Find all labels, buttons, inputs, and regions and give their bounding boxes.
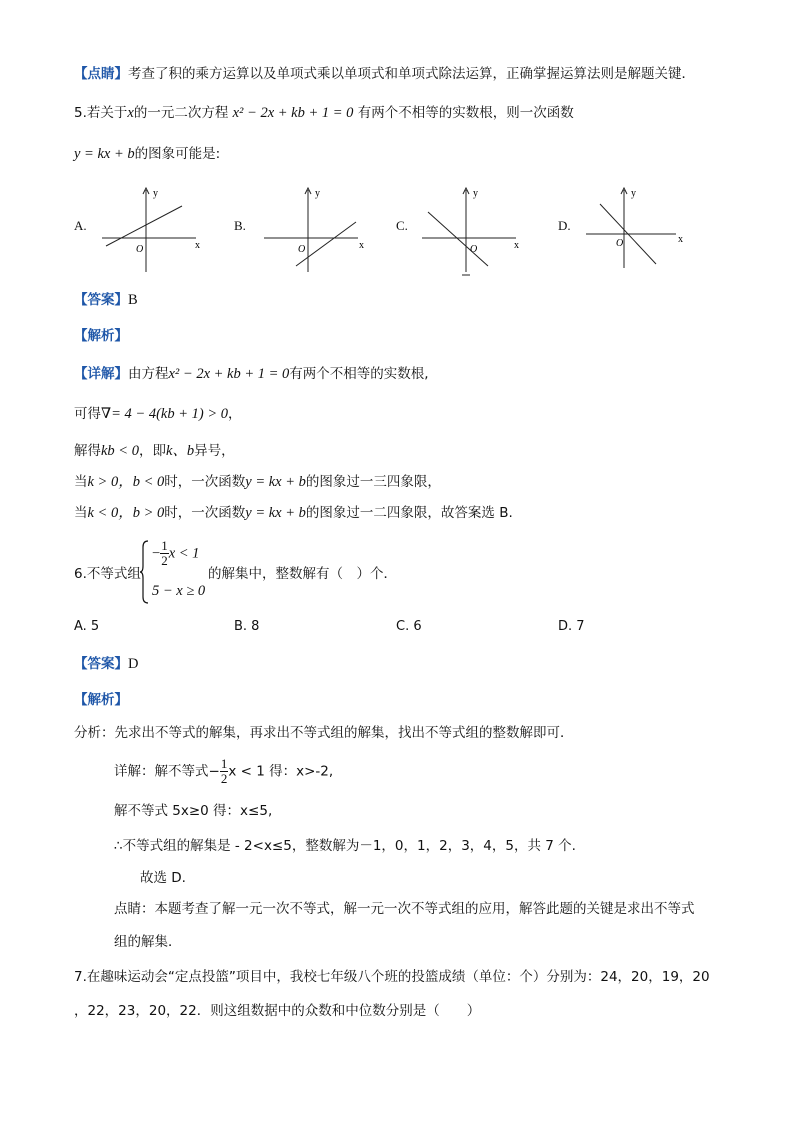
fraction-denominator: 2 [161, 553, 168, 568]
q6-analysis-line [74, 690, 128, 710]
detail-expression: kb < 0 [101, 443, 139, 459]
answer-tag: 【答案】 [74, 656, 128, 672]
q6-stem-rest: 的解集中，整数解有（ ）个． [208, 566, 397, 582]
option-b-label: B. [234, 218, 246, 233]
option-d-graph [582, 184, 692, 276]
q6-analysis-text1: 分析：先求出不等式的解集，再求出不等式组的解集，找出不等式组的整数解即可． [74, 725, 574, 741]
detail-tag: 【详解】 [74, 366, 128, 382]
q6-option-c: C. 6 [396, 619, 422, 634]
q6-number: 6.不等式组 [74, 566, 141, 582]
minus-sign: − [152, 545, 161, 562]
q5-stem-part: 的一元二次方程 [133, 105, 229, 121]
analysis-tag: 【解析】 [74, 328, 128, 344]
q6-analysis-text2 [114, 757, 333, 786]
y-axis-label: y [153, 188, 158, 199]
q6-option-b: B. 8 [234, 619, 260, 634]
detail-text: 当 [74, 474, 88, 490]
inequality-1-rest: x < 1 [168, 545, 200, 562]
option-a-graph [98, 184, 208, 276]
q5-detail-line2 [74, 404, 241, 424]
option-c-label: C. [396, 218, 408, 233]
analysis-text: 详解：解不等式− [114, 763, 220, 780]
fraction-denominator: 2 [220, 771, 228, 786]
q5-detail-line4 [74, 472, 441, 492]
q5-function: y = kx + b [74, 146, 135, 162]
q5-stem-part: 的图象可能是: [134, 146, 221, 162]
detail-expression: k、b [165, 443, 195, 459]
origin-label: O [616, 238, 624, 249]
q7-stem-line2: ，22，23，20，22．则这组数据中的众数和中位数分别是（ ） [74, 1003, 481, 1019]
origin-label: O [470, 244, 478, 255]
q5-stem-line2 [74, 144, 220, 164]
q5-analysis-line [74, 326, 128, 346]
detail-text: 的图象过一二四象限，故答案选 B. [305, 505, 513, 521]
x-axis-label: x [514, 240, 519, 251]
origin-label: O [136, 244, 144, 255]
q6-answer-line [74, 654, 138, 674]
detail-text: 解得 [74, 443, 101, 459]
y-axis-label: y [473, 188, 478, 199]
y-axis-label: y [315, 188, 320, 199]
q5-stem-part: 5.若关于 [74, 105, 128, 121]
x-axis-label: x [678, 234, 683, 245]
q4-point-line [74, 64, 695, 84]
q5-detail-line3 [74, 441, 235, 461]
detail-text: 当 [74, 505, 88, 521]
origin-label: O [298, 244, 306, 255]
x-axis-label: x [359, 240, 364, 251]
detail-text: 有两个不相等的实数根, [289, 366, 429, 382]
q5-equation: x² − 2x + kb + 1 = 0 [232, 105, 354, 121]
detail-expression: ∇= 4 − 4(kb + 1) > 0 [101, 406, 228, 422]
detail-text: 异号， [194, 443, 235, 459]
option-a-label: A. [74, 218, 87, 233]
point-text: 考查了积的乘方运算以及单项式乘以单项式和单项式除法运算，正确掌握运算法则是解题关键． [128, 66, 695, 82]
detail-text: 时，一次函数 [164, 505, 246, 521]
q5-detail-line5 [74, 503, 513, 523]
detail-expression: k < 0，b > 0 [87, 505, 165, 521]
detail-text: 可得 [74, 406, 101, 422]
inequality-2: 5 − x ≥ 0 [152, 583, 206, 599]
point-tag: 【点睛】 [74, 66, 128, 82]
q6-option-d: D. 7 [558, 619, 585, 634]
analysis-text: x < 1 得：x>-2, [228, 763, 334, 780]
q7-stem-line1: 7.在趣味运动会“定点投篮”项目中，我校七年级八个班的投篮成绩（单位：个）分别为：24，20，19，20 [74, 969, 710, 985]
analysis-tag: 【解析】 [74, 692, 128, 708]
fraction-numerator: 1 [220, 756, 228, 771]
q6-analysis-text3: 解不等式 5x≥0 得：x≤5, [114, 803, 273, 819]
detail-text: 由方程 [128, 366, 169, 382]
x-axis-label: x [195, 240, 200, 251]
detail-function: y = kx + b [245, 505, 306, 521]
option-b-graph [260, 184, 370, 276]
q5-stem-line1 [74, 103, 574, 123]
option-c-graph [418, 184, 528, 280]
option-d-label: D. [558, 218, 571, 233]
q5-var: x [127, 105, 134, 121]
q5-detail-line1 [74, 364, 429, 384]
q6-analysis-text5: 故选 D. [140, 870, 186, 886]
q5-stem-part: 有两个不相等的实数根，则一次函数 [357, 105, 574, 121]
q6-analysis-text6: 点睛：本题考查了解一元一次不等式，解一元一次不等式组的应用，解答此题的关键是求出不等式 [114, 901, 695, 917]
detail-expression: k > 0，b < 0 [87, 474, 165, 490]
inequality-1 [152, 539, 199, 568]
detail-text: 的图象过一三四象限， [305, 474, 441, 490]
detail-text: ，即 [138, 443, 166, 459]
y-axis-label: y [631, 188, 636, 199]
answer-value: B [128, 292, 138, 308]
q6-option-a: A. 5 [74, 619, 100, 634]
detail-text: 时，一次函数 [164, 474, 246, 490]
system-brace-icon [140, 539, 150, 605]
answer-tag: 【答案】 [74, 292, 128, 308]
fraction-numerator: 1 [161, 538, 168, 553]
fraction-one-half [160, 539, 169, 568]
detail-function: y = kx + b [245, 474, 306, 490]
q5-answer-line [74, 290, 138, 310]
detail-text: ， [227, 406, 242, 422]
answer-value: D [128, 656, 139, 672]
detail-equation: x² − 2x + kb + 1 = 0 [168, 366, 290, 382]
q6-analysis-text4: ∴不等式组的解集是 - 2<x≤5，整数解为－1，0，1，2，3，4，5，共 7 个. [114, 838, 576, 854]
q6-analysis-text7: 组的解集． [114, 934, 182, 950]
